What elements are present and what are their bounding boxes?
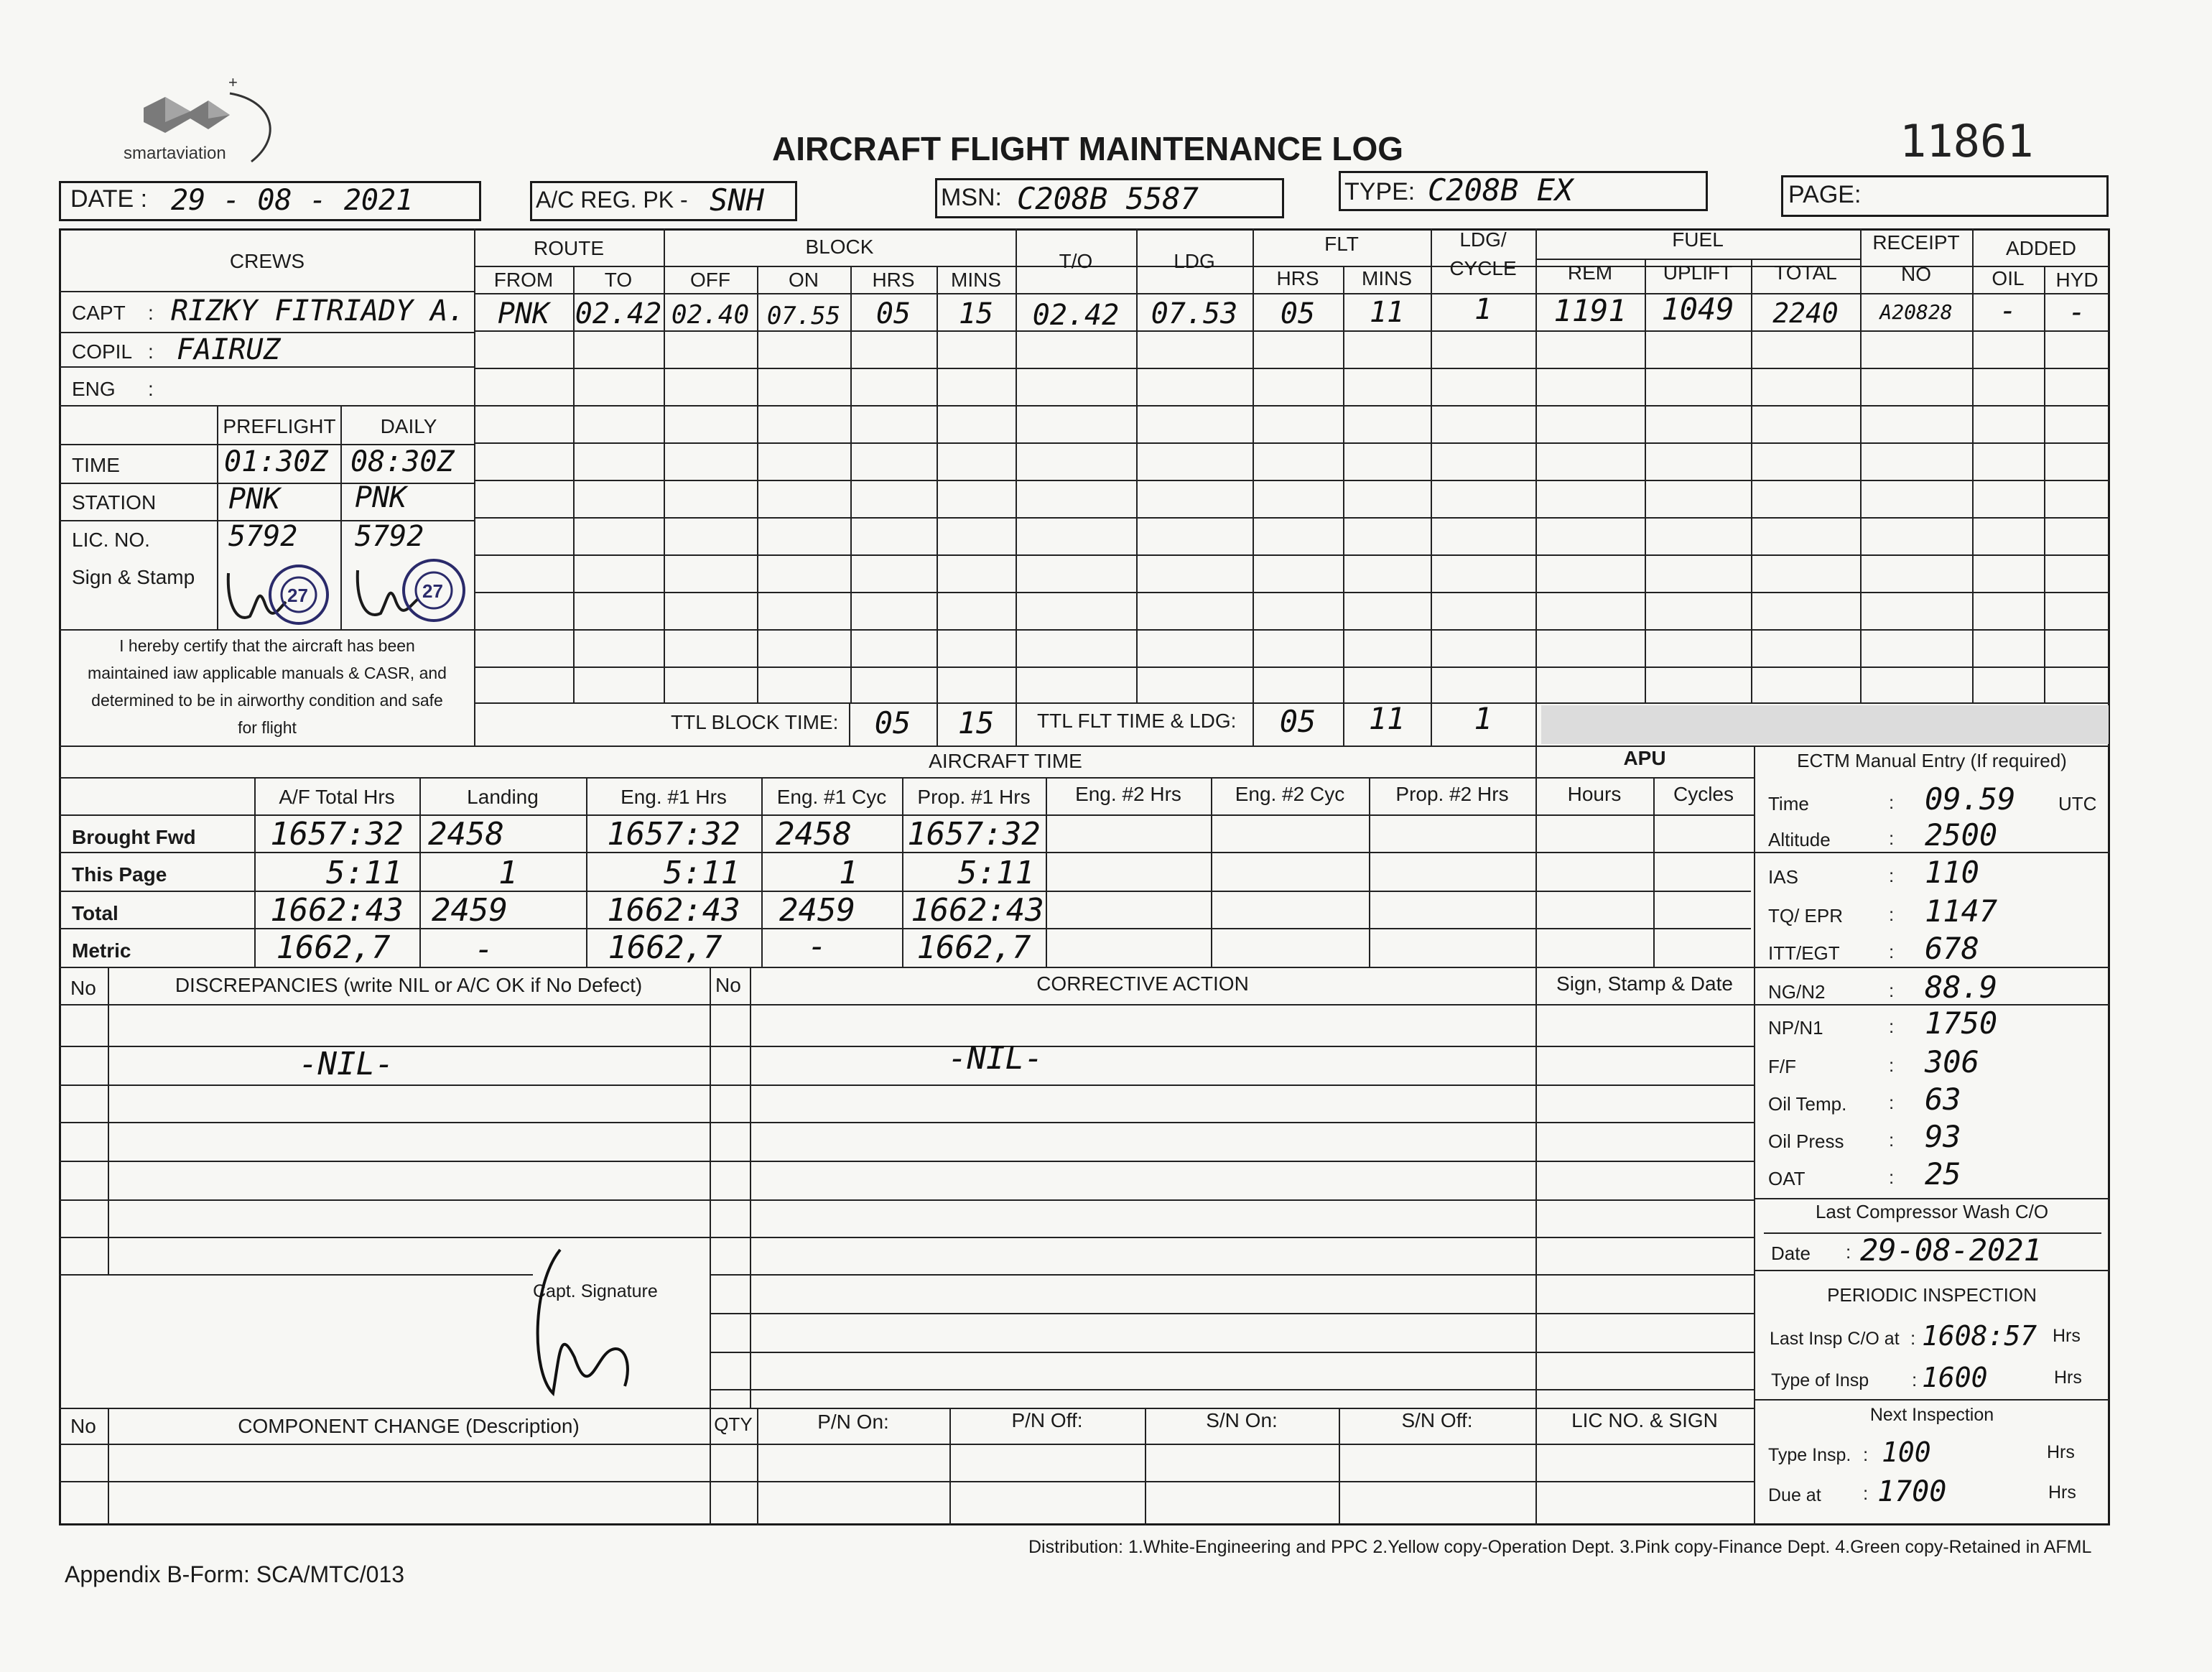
ectm-colon: : xyxy=(1889,1016,1895,1037)
last-insp-unit: Hrs xyxy=(2053,1326,2081,1346)
comp-title: COMPONENT CHANGE (Description) xyxy=(238,1415,580,1437)
met-prop1-hrs: 1662,7 xyxy=(916,929,1031,966)
bf-prop1-hrs: 1657:32 xyxy=(907,816,1041,853)
ectm-label: Oil Temp. xyxy=(1768,1093,1847,1115)
smartaviation-logo xyxy=(122,72,294,172)
sign-stamp-date-title: Sign, Stamp & Date xyxy=(1556,972,1733,995)
pf-lic-daily: 5792 xyxy=(355,520,424,553)
row1-total: 2240 xyxy=(1772,297,1839,329)
row1-hyd: - xyxy=(2068,296,2086,329)
met-eng1-hrs: 1662,7 xyxy=(608,929,722,966)
tot-prop1-hrs: 1662:43 xyxy=(911,892,1044,929)
capt-label: CAPT xyxy=(72,302,126,324)
distribution-note: Distribution: 1.White-Engineering and PPC 2.Yellow copy-Operation Dept. 3.Pink copy-Finance Dept. 4.Green copy-Retained in AFML xyxy=(1028,1537,2092,1557)
comp-lic-sign: LIC NO. & SIGN xyxy=(1571,1409,1718,1431)
ttl-block-hrs: 05 xyxy=(874,705,911,740)
next-type-value: 100 xyxy=(1882,1436,1931,1468)
msn-value: C208B 5587 xyxy=(1017,181,1199,216)
apu-cycles: Cycles xyxy=(1673,783,1734,805)
ectm-value: 110 xyxy=(1925,855,1979,890)
disc-entry: -NIL- xyxy=(299,1046,394,1082)
from-header: FROM xyxy=(493,269,554,291)
pf-station-label: STATION xyxy=(72,491,157,514)
row-this-page-label: This Page xyxy=(72,863,167,886)
certify-line-4: for flight xyxy=(238,718,297,737)
flt-mins-header: MINS xyxy=(1362,267,1412,289)
row1-cycle: 1 xyxy=(1474,293,1492,326)
col-prop1-hrs: Prop. #1 Hrs xyxy=(917,786,1031,808)
reg-label: A/C REG. PK - xyxy=(536,187,688,213)
page-title: AIRCRAFT FLIGHT MAINTENANCE LOG xyxy=(772,130,1404,167)
row1-to: 02.42 xyxy=(575,297,662,330)
apu-title: APU xyxy=(1623,747,1666,769)
row1-flt-hrs: 05 xyxy=(1280,297,1316,330)
corrective-entry: -NIL- xyxy=(948,1040,1044,1077)
ectm-label: NG/N2 xyxy=(1768,981,1826,1003)
col-landing: Landing xyxy=(467,786,539,808)
hrs-header: HRS xyxy=(872,269,915,291)
ectm-label: TQ/ EPR xyxy=(1768,905,1844,926)
appendix-form: Appendix B-Form: SCA/MTC/013 xyxy=(65,1561,405,1587)
preflight-stamp xyxy=(221,559,336,628)
tot-af-total: 1662:43 xyxy=(270,892,404,929)
tot-landing: 2459 xyxy=(432,892,508,929)
ectm-value: 1750 xyxy=(1925,1005,1998,1041)
pf-lic-label: LIC. NO. xyxy=(72,529,150,551)
compressor-date-colon: : xyxy=(1846,1241,1851,1263)
ectm-colon: : xyxy=(1889,980,1895,1001)
svg-text:27: 27 xyxy=(422,580,443,602)
met-eng1-cyc: - xyxy=(807,928,827,965)
col-eng2-cyc: Eng. #2 Cyc xyxy=(1235,783,1345,805)
col-eng2-hrs: Eng. #2 Hrs xyxy=(1075,783,1181,805)
comp-sn-off: S/N Off: xyxy=(1401,1409,1473,1431)
ttl-flt-mins: 11 xyxy=(1368,701,1405,736)
ectm-colon: : xyxy=(1889,1166,1895,1188)
reg-value: SNH xyxy=(710,182,764,218)
eng-colon: : xyxy=(148,378,154,400)
ttl-ldg: 1 xyxy=(1474,701,1492,736)
last-insp-colon: : xyxy=(1910,1327,1916,1349)
capt-signature-label: Capt. Signature xyxy=(533,1281,658,1301)
row1-off: 02.40 xyxy=(671,300,750,330)
date-value: 29 - 08 - 2021 xyxy=(171,184,414,217)
col-eng1-cyc: Eng. #1 Cyc xyxy=(776,786,887,808)
copil-colon: : xyxy=(148,340,154,363)
compressor-date-value: 29-08-2021 xyxy=(1860,1232,2042,1268)
ldg-header: LDG xyxy=(1174,250,1215,272)
type-insp-unit: Hrs xyxy=(2054,1367,2082,1388)
pf-sign-label: Sign & Stamp xyxy=(72,566,195,588)
tp-af-total: 5:11 xyxy=(326,855,402,891)
disc-no-header: No xyxy=(70,977,96,999)
svg-text:+: + xyxy=(228,73,238,91)
certify-line-2: maintained iaw applicable manuals & CASR, and xyxy=(88,664,447,682)
ttl-block-mins: 15 xyxy=(957,705,995,740)
tp-landing: 1 xyxy=(498,855,518,891)
periodic-title: PERIODIC INSPECTION xyxy=(1827,1284,2037,1306)
svg-text:27: 27 xyxy=(287,585,308,606)
date-label: DATE : xyxy=(70,185,148,213)
tp-eng1-cyc: 1 xyxy=(839,855,858,891)
mins-header: MINS xyxy=(951,269,1001,291)
due-at-value: 1700 xyxy=(1877,1475,1947,1508)
col-af-total: A/F Total Hrs xyxy=(279,786,395,808)
compressor-title: Last Compressor Wash C/O xyxy=(1815,1201,2049,1222)
tp-prop1-hrs: 5:11 xyxy=(958,855,1034,891)
hyd-header: HYD xyxy=(2055,269,2099,291)
flt-header: FLT xyxy=(1324,233,1359,255)
last-insp-value: 1608:57 xyxy=(1922,1320,2037,1352)
ectm-value: 63 xyxy=(1925,1082,1961,1117)
compressor-date-label: Date xyxy=(1771,1243,1811,1264)
row1-uplift: 1049 xyxy=(1661,292,1734,327)
preflight-header: PREFLIGHT xyxy=(223,415,336,437)
ectm-value: 1147 xyxy=(1925,893,1998,929)
daily-header: DAILY xyxy=(380,415,437,437)
total-header: TOTAL xyxy=(1774,261,1837,284)
row1-oil: - xyxy=(1999,294,2017,328)
ectm-value: 88.9 xyxy=(1925,970,1998,1005)
capt-signature xyxy=(517,1243,661,1415)
ectm-title: ECTM Manual Entry (If required) xyxy=(1797,750,2067,771)
row-total-label: Total xyxy=(72,902,118,924)
tot-eng1-cyc: 2459 xyxy=(779,892,855,929)
to-header: TO xyxy=(604,269,633,291)
copil-value: FAIRUZ xyxy=(177,333,281,366)
capt-value: RIZKY FITRIADY A. xyxy=(171,294,465,328)
bf-eng1-hrs: 1657:32 xyxy=(607,816,740,853)
row1-rem: 1191 xyxy=(1553,293,1627,328)
uplift-header: UPLIFT xyxy=(1663,261,1733,284)
capt-colon: : xyxy=(148,302,154,324)
aircraft-time-title: AIRCRAFT TIME xyxy=(929,750,1082,772)
col-eng1-hrs: Eng. #1 Hrs xyxy=(621,786,727,808)
type-label: TYPE: xyxy=(1344,178,1416,205)
logo-text: smartaviation xyxy=(124,144,226,163)
ectm-label: OAT xyxy=(1768,1168,1806,1189)
flt-hrs-header: HRS xyxy=(1276,267,1319,289)
pf-station-daily: PNK xyxy=(355,481,407,514)
eng-label: ENG xyxy=(72,378,116,400)
ectm-colon: : xyxy=(1889,827,1895,849)
oil-header: OIL xyxy=(1992,267,2025,289)
ectm-value: 09.59 xyxy=(1925,781,2016,817)
comp-pn-off: P/N Off: xyxy=(1011,1409,1083,1431)
disc-title: DISCREPANCIES (write NIL or A/C OK if No Defect) xyxy=(175,974,643,996)
pf-time-daily: 08:30Z xyxy=(350,445,455,478)
crews-title: CREWS xyxy=(229,250,305,272)
ldg-cycle-header-1: LDG/ xyxy=(1459,228,1507,251)
ectm-label: Altitude xyxy=(1768,829,1831,850)
next-inspection-title: Next Inspection xyxy=(1869,1405,1994,1425)
ectm-label: Time xyxy=(1768,793,1809,814)
due-at-label: Due at xyxy=(1768,1485,1821,1505)
comp-sn-on: S/N On: xyxy=(1206,1409,1278,1431)
type-insp-value: 1600 xyxy=(1922,1362,1988,1393)
ectm-value: 306 xyxy=(1925,1044,1979,1079)
daily-stamp xyxy=(349,554,471,626)
ectm-label: ITT/EGT xyxy=(1768,942,1840,964)
pf-time-label: TIME xyxy=(72,454,120,476)
row1-flt-mins: 11 xyxy=(1369,296,1405,329)
ectm-colon: : xyxy=(1889,1054,1895,1076)
met-landing: - xyxy=(474,931,494,967)
row1-receipt: A20828 xyxy=(1879,300,1953,324)
ttl-flt-label: TTL FLT TIME & LDG: xyxy=(1037,710,1237,732)
copil-label: COPIL xyxy=(72,340,133,363)
bf-af-total: 1657:32 xyxy=(270,816,404,853)
row1-ldg-time: 07.53 xyxy=(1151,297,1238,330)
due-at-colon: : xyxy=(1863,1482,1869,1504)
ectm-value: 25 xyxy=(1925,1156,1961,1192)
ldg-cycle-header-2: CYCLE xyxy=(1449,257,1517,279)
row-metric-label: Metric xyxy=(72,939,131,962)
pf-lic-pre: 5792 xyxy=(228,520,298,553)
type-value: C208B EX xyxy=(1428,172,1574,208)
ectm-label: F/F xyxy=(1768,1056,1796,1077)
ectm-value: 678 xyxy=(1925,931,1979,966)
row1-hrs: 05 xyxy=(875,297,911,330)
ectm-value: 2500 xyxy=(1925,817,1998,853)
pf-time-pre: 01:30Z xyxy=(224,445,328,478)
ectm-label: IAS xyxy=(1768,866,1798,888)
ectm-unit: UTC xyxy=(2058,793,2097,814)
tp-eng1-hrs: 5:11 xyxy=(664,855,740,891)
bf-eng1-cyc: 2458 xyxy=(776,816,852,853)
tot-eng1-hrs: 1662:43 xyxy=(607,892,740,929)
next-type-colon: : xyxy=(1863,1444,1869,1465)
row1-on: 07.55 xyxy=(766,302,841,330)
row1-from: PNK xyxy=(497,297,550,330)
last-insp-label: Last Insp C/O at xyxy=(1770,1329,1900,1349)
msn-label: MSN: xyxy=(941,184,1002,211)
pf-station-pre: PNK xyxy=(228,483,281,516)
type-insp-label: Type of Insp xyxy=(1771,1370,1869,1390)
comp-pn-on: P/N On: xyxy=(817,1411,889,1433)
ectm-colon: : xyxy=(1889,1129,1895,1151)
corr-no-header: No xyxy=(715,974,741,996)
ectm-label: Oil Press xyxy=(1768,1130,1844,1152)
row-brought-fwd-label: Brought Fwd xyxy=(72,826,196,848)
ectm-colon: : xyxy=(1889,904,1895,925)
ectm-colon: : xyxy=(1889,1092,1895,1113)
fuel-header: FUEL xyxy=(1672,228,1724,251)
col-prop2-hrs: Prop. #2 Hrs xyxy=(1395,783,1509,805)
next-type-unit: Hrs xyxy=(2047,1442,2075,1462)
row1-mins: 15 xyxy=(958,297,994,330)
off-header: OFF xyxy=(690,269,730,291)
ectm-colon: : xyxy=(1889,865,1895,886)
on-header: ON xyxy=(789,269,819,291)
ectm-colon: : xyxy=(1889,941,1895,962)
certify-line-3: determined to be in airworthy condition and safe xyxy=(91,691,443,710)
ectm-label: NP/N1 xyxy=(1768,1017,1823,1039)
receipt-header-2: NO xyxy=(1901,263,1931,285)
ectm-colon: : xyxy=(1889,791,1895,813)
to-time-header: T/O xyxy=(1059,250,1093,272)
apu-hours: Hours xyxy=(1567,783,1622,805)
route-header: ROUTE xyxy=(534,237,604,259)
page-label: PAGE: xyxy=(1788,181,1862,208)
row1-to-time: 02.42 xyxy=(1032,299,1120,332)
added-header: ADDED xyxy=(2005,237,2076,259)
comp-qty: QTY xyxy=(714,1413,753,1435)
receipt-header-1: RECEIPT xyxy=(1872,231,1960,254)
due-at-unit: Hrs xyxy=(2048,1482,2076,1503)
met-af-total: 1662,7 xyxy=(276,929,391,966)
bf-landing: 2458 xyxy=(428,816,504,853)
next-type-label: Type Insp. xyxy=(1768,1445,1851,1465)
ttl-flt-hrs: 05 xyxy=(1279,704,1316,739)
block-header: BLOCK xyxy=(805,236,874,258)
type-insp-colon: : xyxy=(1912,1369,1918,1390)
comp-no-header: No xyxy=(70,1415,96,1437)
rem-header: REM xyxy=(1567,261,1613,284)
certify-line-1: I hereby certify that the aircraft has been xyxy=(119,636,415,655)
serial-number: 11861 xyxy=(1900,115,2034,167)
corrective-title: CORRECTIVE ACTION xyxy=(1036,972,1249,995)
ectm-value: 93 xyxy=(1925,1119,1961,1154)
ttl-block-label: TTL BLOCK TIME: xyxy=(671,711,839,733)
